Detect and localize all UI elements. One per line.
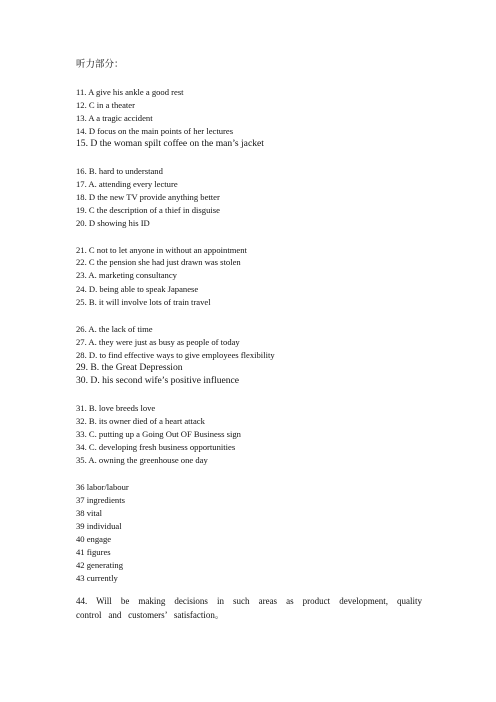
answer-line-12: 12. C in a theater [76,100,135,110]
answer-line-17: 17. A. attending every lecture [76,179,178,189]
answer-line-39: 39 individual [76,521,122,531]
answer-line-28: 28. D. to find effective ways to give employees flexibility [76,350,275,360]
answer-line-30: 30. D. his second wife’s positive influence [76,375,240,386]
answer-line-36: 36 labor/labour [76,482,129,492]
answer-line-11: 11. A give his ankle a good rest [76,87,184,97]
answer-line-26: 26. A. the lack of time [76,324,153,334]
answer-line-21: 21. C not to let anyone in without an appointment [76,245,247,255]
answer-line-22: 22. C the pension she had just drawn was stolen [76,257,241,267]
answer-line-23: 23. A. marketing consultancy [76,270,177,280]
answer-line-25: 25. B. it will involve lots of train travel [76,297,211,307]
answer-line-24: 24. D. being able to speak Japanese [76,284,199,294]
answer-line-16: 16. B. hard to understand [76,166,163,176]
answer-line-41: 41 figures [76,547,111,557]
answer-line-20: 20. D showing his ID [76,218,150,228]
answer-line-33: 33. C. putting up a Going Out OF Business sign [76,429,241,439]
answer-line-43: 43 currently [76,573,118,583]
answer-line-34: 34. C. developing fresh business opportunities [76,442,236,452]
answer-line-40: 40 engage [76,534,112,544]
answer-line-37: 37 ingredients [76,495,125,505]
answer-paragraph-44: 44. Will be making decisions in such areas as product development, quality control and customers’ satisfaction。 [76,596,422,620]
answer-line-31: 31. B. love breeds love [76,403,156,413]
section-title: 听力部分： [76,60,124,70]
answer-line-35: 35. A. owning the greenhouse one day [76,455,208,465]
answer-line-38: 38 vital [76,508,103,518]
answer-line-19: 19. C the description of a thief in disguise [76,205,220,215]
answer-line-18: 18. D the new TV provide anything better [76,192,220,202]
answer-line-13: 13. A a tragic accident [76,113,153,123]
answer-line-29: 29. B. the Great Depression [76,362,183,373]
answer-line-42: 42 generating [76,560,124,570]
answer-line-27: 27. A. they were just as busy as people of today [76,337,240,347]
answer-line-15: 15. D the woman spilt coffee on the man’s jacket [76,138,264,149]
answer-line-14: 14. D focus on the main points of her lectures [76,126,234,136]
answer-line-32: 32. B. its owner died of a heart attack [76,416,205,426]
